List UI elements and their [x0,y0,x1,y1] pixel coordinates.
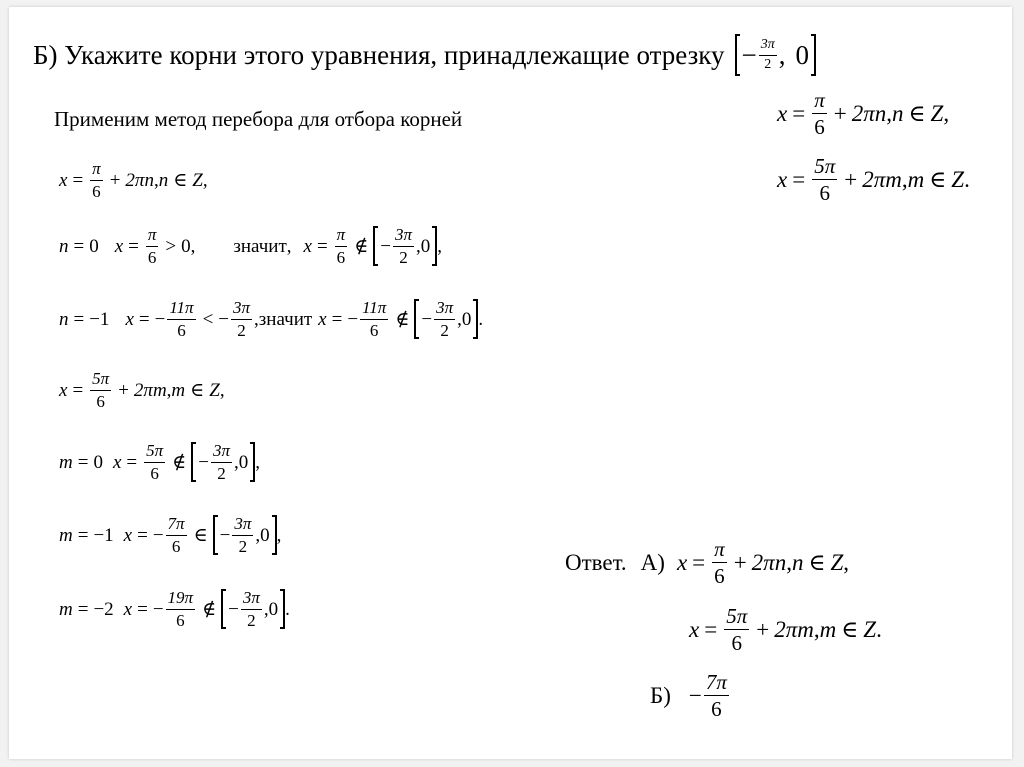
check-n-minus-1: n = −1 x = − $\frac{11\pi}{6}$ < − $\frac{3\pi}{2}$ , значит x = − $\frac{11\pi}{6}$ ∉ − $\frac{3\pi}{2}$ , 0 . [59,298,484,340]
bracket-left [221,589,226,629]
fraction: $\frac{7\pi}{6}$ [705,670,727,722]
answer-b: Б) − $\frac{7\pi}{6}$ [650,670,727,722]
check-m-0: m = 0 x = $\frac{5\pi}{6}$ ∉ − $\frac{3\pi}{2}$ , 0 , [59,441,260,483]
answer-b-label: Б) [650,683,671,709]
fraction: $\frac{11\pi}{6}$ [362,298,387,340]
fraction: $\frac{5\pi}{6}$ [146,441,164,483]
check-m-minus-2: m = −2 x = − $\frac{19\pi}{6}$ ∉ − $\frac{3\pi}{2}$ , 0 . [59,588,290,630]
minus-sign: − [741,39,757,70]
fraction: $\frac{\pi}{6}$ [714,537,725,589]
fraction: $\frac{3\pi}{2}$ [234,514,252,556]
bracket-left [735,34,740,76]
fraction: $\frac{19\pi}{6}$ [167,588,194,630]
fraction: $\frac{3\pi}{2}$ [436,298,454,340]
fraction: $\frac{11\pi}{6}$ [169,298,194,340]
fraction: $\frac{3\pi}{2}$ [233,298,251,340]
fraction: $\frac{\pi}{6}$ [336,225,346,267]
fraction: $\frac{3\pi}{2}$ [242,588,260,630]
task-title-text: Б) Укажите корни этого уравнения, принадлежащие отрезку [33,39,725,70]
answer-label: Ответ. [565,550,627,576]
fraction: $\frac{5\pi}{6}$ [814,154,836,206]
fraction: $\frac{3\pi}{2}$ [212,441,230,483]
task-title: Б) Укажите корни этого уравнения, принадлежащие отрезку − $\frac{3\pi}{2}$ , 0 [33,34,816,76]
bracket-right [811,34,816,76]
fraction: $\frac{3\pi}{2}$ [394,225,413,267]
formula-left-series-n: x = $\frac{\pi}{6}$ + 2π n , n ∈ Z , [59,159,208,201]
fraction: $\frac{\pi}{6}$ [814,88,825,140]
fraction: $\frac{\pi}{6}$ [147,225,157,267]
bracket-left [373,226,378,266]
check-m-minus-1: m = −1 x = − $\frac{7\pi}{6}$ ∈ − $\frac{3\pi}{2}$ , 0 , [59,514,282,556]
interval-right: 0 [795,39,810,70]
fraction: $\frac{3\pi}{2}$ [760,36,775,72]
check-n-0: n = 0 x = $\frac{\pi}{6}$ > 0 , значит , x = $\frac{\pi}{6}$ ∉ − $\frac{3\pi}{2}$ , 0 , [59,225,443,267]
bracket-left [414,299,419,339]
fraction: $\frac{7\pi}{6}$ [167,514,185,556]
bracket-left [213,515,218,555]
method-heading: Применим метод перебора для отбора корней [54,107,463,131]
fraction: $\frac{\pi}{6}$ [92,159,101,201]
answer-a: Ответ. А) x = $\frac{\pi}{6}$ + 2π n , n ∈ Z , [565,537,850,589]
answer-a-second: x = $\frac{5\pi}{6}$ + 2π m , m ∈ Z . [689,604,882,656]
formula-left-series-m: x = $\frac{5\pi}{6}$ + 2π m , m ∈ Z , [59,369,225,411]
fraction: $\frac{5\pi}{6}$ [92,369,110,411]
fraction: $\frac{5\pi}{6}$ [726,604,748,656]
slide [9,7,1012,759]
formula-series-n: x = $\frac{\pi}{6}$ + 2π n , n ∈ Z , [777,88,950,140]
bracket-left [191,442,196,482]
answer-a-label: А) [640,550,665,576]
formula-series-m: x = $\frac{5\pi}{6}$ + 2π m , m ∈ Z . [777,154,970,206]
